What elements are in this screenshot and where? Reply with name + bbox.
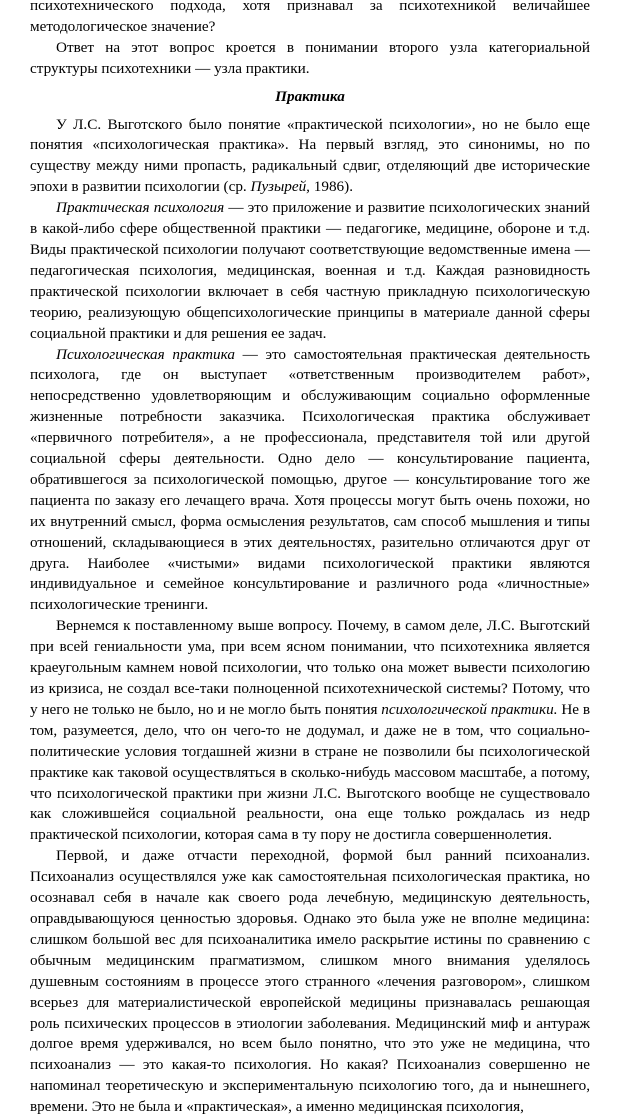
term-practical-psychology: Практическая психология xyxy=(56,199,225,217)
term-psychological-practice-inline: психологической практики. xyxy=(381,700,558,718)
paragraph-text: — это самостоятельная практическая деятельность психолога, где он выступает «ответственным производителем работ», непосредственно удовлетворяющим и обслуживающим социально оформленные жизненные потребности заказчика. Психологическая практика обслуживает «первичного потребителя», а не профессионала, представителя той или другой социальной сферы деятельности. Одно дело — консультирование пациента, обратившегося за психологической помощью, другое — консультирование того же пациента по заказу его лечащего врача. Хотя процессы могут быть очень похожи, но их внутренний смысл, форма осмысления результатов, сам способ мышления и типы отношений, складывающиеся в этих деятельностях, разительно отличаются друг от друга. Наиболее «чистыми» видами психологической практики являются индивидуальное и семейное консультирование и различного рода «личностные» психологические тренинги. xyxy=(30,345,590,614)
paragraph-continuation: психотехнического подхода, хотя признавал за психотехникой величайшее методологическое значение? xyxy=(30,0,590,35)
citation-author: Пузырей, xyxy=(250,178,310,196)
paragraph-psychological-practice xyxy=(30,345,590,617)
paragraph-practical-psychology xyxy=(30,198,590,344)
citation-year: 1986). xyxy=(309,178,353,196)
paragraph-vygotsky-concept xyxy=(30,115,590,199)
document-page xyxy=(30,0,590,1118)
paragraph-text: Вернемся к поставленному выше вопросу. Почему, в самом деле, Л.С. Выготский при всей гениальности ума, при всем ясном понимании, что психотехника является краеугольным камнем новой психологии, что только она может вывести психологию из кризиса, не создал все-таки полноценной психотехнической системы? Потому, что у него не только не было, но и не могло быть понятия xyxy=(30,617,590,718)
paragraph-text: — это приложение и развитие психологических знаний в какой-либо сфере общественной практики — педагогике, медицине, обороне и т.д. Виды практической психологии получают соответствующие ведомственные имена — педагогическая психология, медицинская, военная и т.д. Каждая разновидность практической психологии включает в себя частную прикладную психологическую теорию, реализующую общепсихологические принципы в материале данной сферы социальной практики и для решения ее задач. xyxy=(30,199,590,342)
paragraph-return-to-question xyxy=(30,616,590,846)
paragraph-text: У Л.С. Выготского было понятие «практической психологии», но не было еще понятия «психологическая практика». На первый взгляд, это синонимы, но по существу между ними пропасть, радикальный сдвиг, отделяющий две исторические эпохи в развитии психологии (ср. xyxy=(30,115,590,196)
paragraph-psychoanalysis: Первой, и даже отчасти переходной, формой был ранний психоанализ. Психоанализ осуществлялся уже как самостоятельная психологическая практика, но осознавал себя в начале как своего рода лечебную, медицинскую деятельность, оправдывающуюся ценностью здоровья. Однако это была уже не вполне медицина: слишком большой вес для психоаналитика имело раскрытие истины по сравнению с обычным медицинским прагматизмом, слишком много внимания уделялось душевным состояниям в процессе этого странного «лечения разговором», слишком всерьез для материалистической европейской медицины признавалась решающая роль психических процессов в этиологии заболевания. Медицинский миф и антураж долгое время удерживался, но всем было понятно, что это уже не медицина, что психоанализ — это какая-то психология. Но какая? Психоанализ совершенно не напоминал теоретическую и экспериментальную психологию того, да и нынешнего, времени. Это не была и «практическая», а именно медицинская психология, xyxy=(30,847,590,1116)
section-heading-practice: Практика xyxy=(275,87,345,105)
term-psychological-practice: Психологическая практика xyxy=(56,345,235,363)
paragraph-answer: Ответ на этот вопрос кроется в понимании второго узла категориальной структуры психотехники — узла практики. xyxy=(30,38,590,77)
paragraph-text: Не в том, разумеется, дело, что он чего-то не додумал, и даже не в том, что социально-политические условия тогдашней жизни в стране не позволили бы психологической практике как таковой осуществляться в сколько-нибудь массовом масштабе, а потому, что психологической практики при жизни Л.С. Выготского вообще не существовало как сложившейся социальной реальности, она еще только рождалась из недр практической психологии, которая сама в ту пору не достигла совершеннолетия. xyxy=(30,700,590,844)
